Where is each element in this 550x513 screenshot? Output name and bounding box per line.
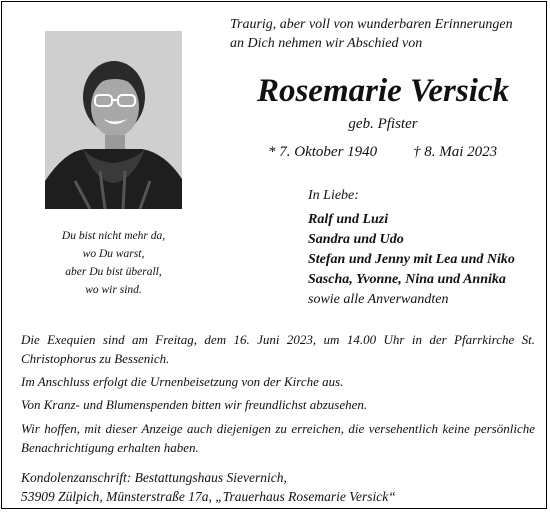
birth-date: * 7. Oktober 1940 bbox=[268, 144, 378, 160]
mourners-list bbox=[308, 210, 515, 310]
death-date: † 8. Mai 2023 bbox=[413, 144, 498, 160]
obituary-notice bbox=[1, 1, 547, 509]
poem-line: aber Du bist überall, bbox=[65, 266, 162, 278]
mourner: Sandra und Udo bbox=[308, 232, 404, 247]
intro-line: Traurig, aber voll von wunderbaren Erinnerungen bbox=[230, 17, 513, 32]
in-love-label: In Liebe: bbox=[308, 188, 359, 203]
mourner: Sascha, Yvonne, Nina und Annika bbox=[308, 272, 506, 287]
intro-text bbox=[230, 15, 513, 53]
poem-line: wo wir sind. bbox=[85, 284, 142, 296]
funeral-info-paragraph: Die Exequien sind am Freitag, dem 16. Juni 2023, um 14.00 Uhr in der Pfarrkirche St. Christophorus zu Bessenich. bbox=[21, 332, 535, 366]
mourner: Stefan und Jenny mit Lea und Niko bbox=[308, 252, 515, 267]
poem bbox=[45, 227, 182, 299]
intro-line: an Dich nehmen wir Abschied von bbox=[230, 36, 423, 51]
mourners-extra: sowie alle Anverwandten bbox=[308, 292, 449, 307]
condolence-address bbox=[21, 468, 396, 506]
urn-burial-paragraph: Im Anschluss erfolgt die Urnenbeisetzung von der Kirche aus. bbox=[21, 374, 344, 389]
portrait-photo bbox=[45, 31, 182, 209]
address-line: 53909 Zülpich, Münsterstraße 17a, „Trauerhaus Rosemarie Versick“ bbox=[21, 489, 396, 504]
poem-line: Du bist nicht mehr da, bbox=[61, 230, 166, 242]
maiden-name: geb. Pfister bbox=[348, 116, 418, 132]
poem-line: wo Du warst, bbox=[82, 248, 145, 260]
address-line: Kondolenzanschrift: Bestattungshaus Sievernich, bbox=[21, 470, 287, 485]
notification-paragraph: Wir hoffen, mit dieser Anzeige auch diejenigen zu erreichen, die versehentlich keine persönliche Benachrichtigung erhalten haben. bbox=[21, 421, 535, 455]
mourner: Ralf und Luzi bbox=[308, 212, 389, 227]
donations-paragraph: Von Kranz- und Blumenspenden bitten wir freundlichst abzusehen. bbox=[21, 397, 368, 412]
deceased-name: Rosemarie Versick bbox=[256, 73, 510, 109]
portrait-illustration bbox=[45, 31, 182, 209]
